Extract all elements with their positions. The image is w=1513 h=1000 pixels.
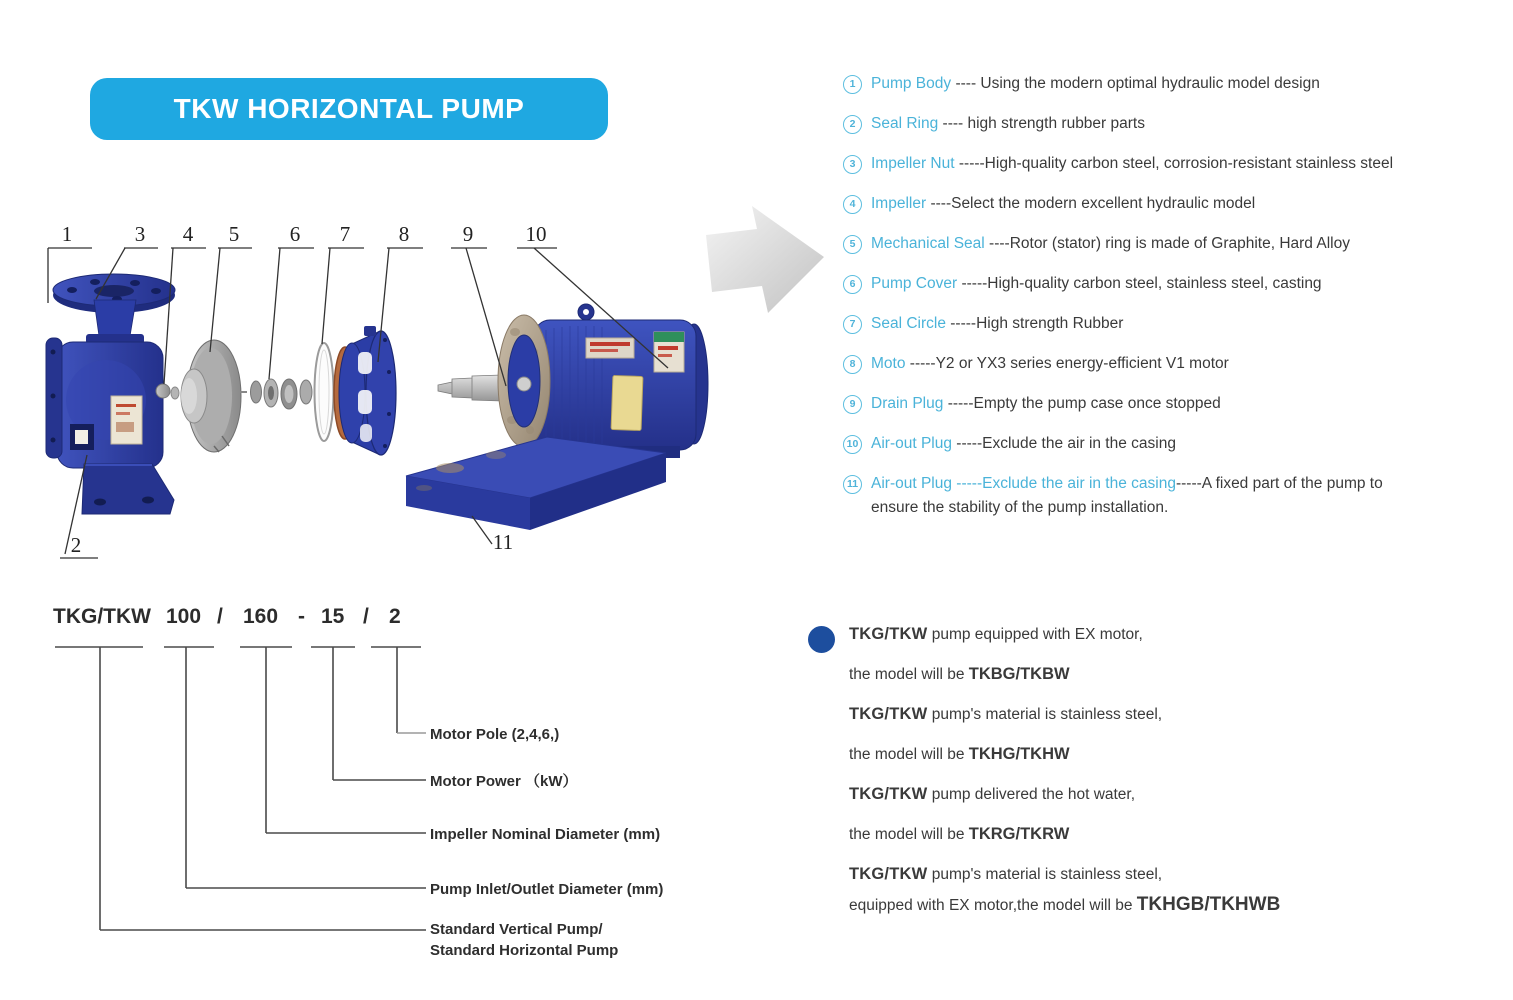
note-model-code: TKBG/TKBW (968, 665, 1070, 683)
part-list-item (843, 112, 1498, 136)
part-description: -----A fixed part of the pump to (1175, 475, 1383, 492)
note-block (849, 782, 1449, 847)
note-line1 (849, 622, 1449, 647)
page-title: TKW HORIZONTAL PUMP (173, 93, 525, 124)
note-line1 (849, 702, 1449, 727)
note-line2 (849, 822, 1449, 847)
note-text: the model will be (849, 826, 969, 843)
model-code-segment: 2 (389, 605, 401, 628)
note-model-prefix: TKG/TKW (849, 785, 928, 803)
note-text: pump equipped with EX motor, (927, 626, 1143, 643)
part-list-item (843, 272, 1498, 296)
part-description: ---- Using the modern optimal hydraulic model design (955, 75, 1320, 92)
part-name: Pump Cover (871, 275, 958, 292)
impeller-illustration (181, 340, 241, 452)
part-list-item (843, 72, 1498, 96)
part-description: -----Exclude the air in the casing (956, 435, 1176, 452)
callout-number: 5 (228, 222, 240, 246)
callout-number: 10 (525, 222, 547, 246)
part-list-item (843, 432, 1498, 456)
part-name: Air-out Plug (871, 435, 952, 452)
callout-leader-line (164, 248, 173, 384)
note-model-prefix: TKG/TKW (849, 625, 928, 643)
part-list-item (843, 352, 1498, 376)
note-model-prefix: TKG/TKW (849, 705, 928, 723)
note-line1 (849, 862, 1449, 887)
callout-leader-line (210, 248, 220, 352)
mechanical-seal-illustration (240, 379, 312, 409)
note-block (849, 862, 1449, 918)
model-code-label: Motor Pole (2,4,6,) (430, 726, 560, 743)
note-block (849, 622, 1449, 687)
part-description: -----High strength Rubber (950, 315, 1124, 332)
part-description: -----Empty the pump case once stopped (947, 395, 1221, 412)
part-list-item (843, 152, 1498, 176)
note-text: the model will be (849, 746, 969, 763)
part-number-badge: 3 (843, 155, 862, 174)
part-description: ---- high strength rubber parts (942, 115, 1145, 132)
pump-body-illustration (46, 274, 175, 514)
title-banner (90, 78, 608, 140)
part-number-badge: 9 (843, 395, 862, 414)
right-arrow-icon (692, 186, 842, 336)
note-model-prefix: TKG/TKW (849, 865, 928, 883)
part-description: -----High-quality carbon steel, corrosion-resistant stainless steel (958, 155, 1394, 172)
callout-number: 2 (70, 533, 82, 557)
note-line2 (849, 662, 1449, 687)
note-line2 (849, 742, 1449, 767)
part-number-badge: 7 (843, 315, 862, 334)
exploded-pump-diagram (28, 213, 748, 573)
note-model-code: TKRG/TKRW (968, 825, 1070, 843)
part-number-badge: 2 (843, 115, 862, 134)
callout-number: 1 (61, 222, 73, 246)
part-name: Pump Body (871, 75, 952, 92)
model-notes (849, 622, 1449, 924)
part-number-badge: 10 (843, 435, 862, 454)
part-number-badge: 5 (843, 235, 862, 254)
callout-number: 6 (289, 222, 301, 246)
part-number-badge: 1 (843, 75, 862, 94)
callout-number: 4 (182, 222, 194, 246)
model-code-segment: - (298, 605, 305, 628)
note-text: pump's material is stainless steel, (927, 866, 1163, 883)
part-name: Seal Circle (871, 315, 946, 332)
pump-cover-illustration (334, 326, 396, 455)
model-code-segment: / (217, 605, 223, 628)
model-code-segment: TKG/TKW (53, 605, 151, 628)
part-number-badge: 4 (843, 195, 862, 214)
motor-illustration (438, 304, 708, 458)
bullet-icon (808, 626, 835, 653)
callout-number: 9 (462, 222, 474, 246)
part-number-badge: 8 (843, 355, 862, 374)
callout-leader-line (322, 248, 330, 344)
note-model-code: TKHGB/TKHWB (1136, 894, 1281, 915)
part-list-item (843, 192, 1498, 216)
part-number-badge: 11 (843, 475, 862, 494)
model-code-label (430, 919, 618, 961)
note-text: the model will be (849, 666, 969, 683)
impeller-nut-illustration (156, 384, 179, 399)
callout-number: 11 (492, 530, 514, 554)
part-list-item (843, 392, 1498, 416)
callout-number: 7 (339, 222, 351, 246)
part-description: -----Y2 or YX3 series energy-efficient V1 motor (909, 355, 1229, 372)
part-name: Drain Plug (871, 395, 944, 412)
model-code-label: Pump Inlet/Outlet Diameter (mm) (430, 881, 664, 898)
part-name: Seal Ring (871, 115, 939, 132)
part-description: -----High-quality carbon steel, stainless steel, casting (961, 275, 1322, 292)
note-text: pump's material is stainless steel, (927, 706, 1163, 723)
part-description: ----Select the modern excellent hydraulic model (930, 195, 1256, 212)
part-description: ----Rotor (stator) ring is made of Graphite, Hard Alloy (989, 235, 1350, 252)
part-desc-highlight: -----Exclude the air in the casing (956, 475, 1176, 492)
callout-leader-line (466, 248, 506, 386)
note-text: pump delivered the hot water, (927, 786, 1136, 803)
callout-leader-line (269, 248, 280, 379)
note-line2 (849, 893, 1449, 918)
part-description-line2: ensure the stability of the pump installation. (871, 499, 1169, 516)
note-model-code: TKHG/TKHW (968, 745, 1070, 763)
model-code-segment: 160 (243, 605, 279, 628)
callout-number: 8 (398, 222, 410, 246)
part-name: Impeller Nut (871, 155, 955, 172)
note-line1 (849, 782, 1449, 807)
part-name: Mechanical Seal (871, 235, 985, 252)
note-block (849, 702, 1449, 767)
model-code-segment: 100 (166, 605, 202, 628)
part-list-item (843, 472, 1498, 520)
callout-number: 3 (134, 222, 146, 246)
seal-circle-illustration (315, 343, 334, 441)
part-name: Impeller (871, 195, 927, 212)
part-name: Air-out Plug (871, 475, 952, 492)
model-code-segment: / (363, 605, 369, 628)
model-code-segment: 15 (321, 605, 345, 628)
part-list-item (843, 232, 1498, 256)
note-text: equipped with EX motor,the model will be (849, 897, 1137, 914)
model-code-connector-lines (40, 630, 440, 960)
model-code-label-line: Standard Horizontal Pump (430, 942, 619, 959)
model-code-label-line: Standard Vertical Pump/ (430, 921, 603, 938)
parts-list (843, 72, 1498, 536)
part-name: Moto (871, 355, 906, 372)
model-code-label: Impeller Nominal Diameter (mm) (430, 826, 661, 843)
model-code-label: Motor Power （kW） (430, 773, 578, 790)
part-list-item (843, 312, 1498, 336)
part-number-badge: 6 (843, 275, 862, 294)
base-plate-illustration (406, 437, 666, 530)
